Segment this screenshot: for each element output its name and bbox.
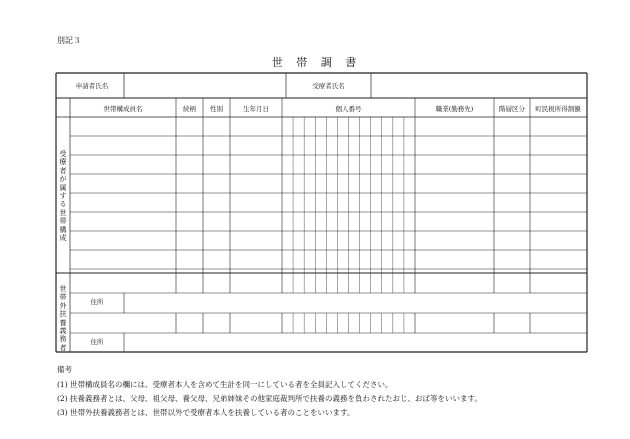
applicant-name-field[interactable] — [125, 74, 285, 96]
col-tax-header: 町民税所得割額 — [535, 105, 581, 113]
form-number: 別記３ — [57, 36, 81, 45]
col-occupation-header: 職業(勤務先) — [435, 105, 474, 113]
col-relation-header: 続柄 — [183, 105, 196, 113]
col-tier-header: 階層区分 — [499, 105, 525, 113]
recipient-label: 受療者氏名 — [312, 82, 345, 90]
note-item: (1) 世帯構成員名の欄には、受療者本人を含めて生計を同一にしている者を全員記入してください。 — [57, 380, 393, 389]
external-address-label-2: 住所 — [90, 338, 104, 346]
note-item: (3) 世帯外扶養義務者とは、世帯以外で受療者本人を扶養している者のことをいいます。 — [57, 408, 355, 417]
note-item: (2) 扶養義務者とは、父母、祖父母、養父母、兄弟姉妹その他家庭裁判所で扶養の義務を負わされたおじ、おば等をいいます。 — [57, 394, 482, 403]
applicant-label: 申請者氏名 — [75, 82, 109, 90]
household-section-label: 受療者が属する世帯構成 — [59, 150, 67, 243]
external-section-label: 世帯外扶養義務者 — [59, 285, 67, 352]
notes-heading: 備考 — [57, 365, 72, 374]
col-birthdate-header: 生年月日 — [243, 105, 269, 113]
page-title: 世 帯 調 書 — [271, 56, 359, 69]
external-address-label-1: 住所 — [90, 298, 104, 306]
col-name-header: 世帯構成員名 — [103, 105, 143, 113]
col-sex-header: 性別 — [210, 105, 223, 113]
recipient-name-field[interactable] — [372, 74, 586, 96]
col-mynumber-header: 個人番号 — [335, 105, 362, 113]
